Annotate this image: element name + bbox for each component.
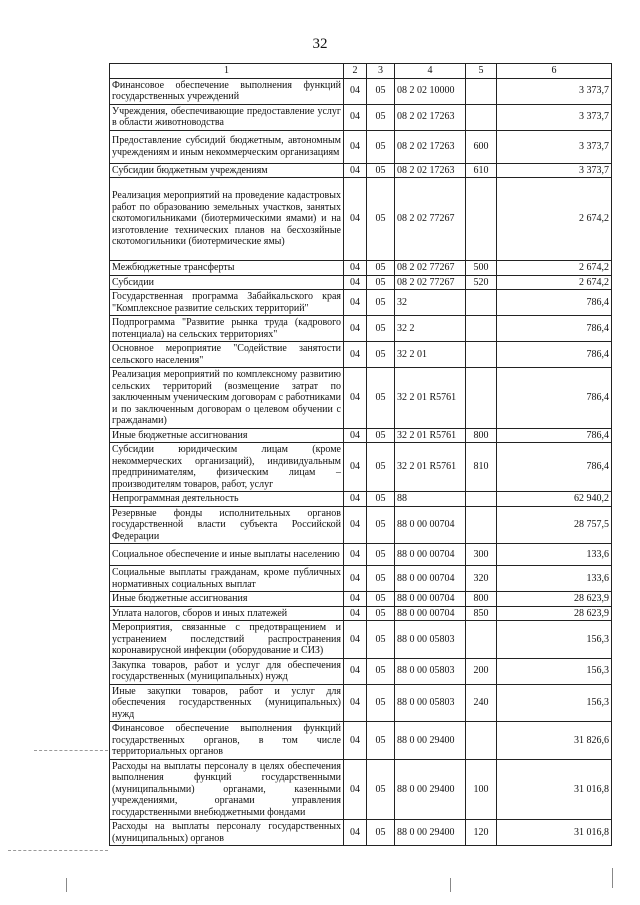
row-section-cell: 04 [344,290,367,316]
table-row [110,592,612,607]
row-target-code-cell: 88 0 00 00704 [395,544,466,566]
row-name-cell: Предоставление субсидий бюджетным, автономным учреждениям и иным некоммерческим организациям [110,130,344,163]
row-expense-type-cell: 850 [466,606,497,621]
table-body [110,78,612,846]
row-section-cell: 04 [344,544,367,566]
row-expense-type-cell [466,492,497,507]
row-target-code-cell: 88 0 00 29400 [395,722,466,760]
table-row [110,820,612,846]
table-row [110,544,612,566]
row-subsection-cell: 05 [367,261,395,276]
row-amount-cell: 786,4 [497,428,612,443]
row-target-code-cell: 88 0 00 05803 [395,621,466,659]
table-row [110,342,612,368]
margin-dash-line [8,850,108,851]
column-header: 3 [367,64,395,79]
table-row [110,290,612,316]
row-amount-cell: 2 674,2 [497,261,612,276]
row-subsection-cell: 05 [367,290,395,316]
row-target-code-cell: 32 2 [395,316,466,342]
row-name-cell: Резервные фонды исполнительных органов государственной власти субъекта Российской Федерации [110,506,344,544]
row-section-cell: 04 [344,759,367,820]
row-name-cell: Реализация мероприятий на проведение кадастровых работ по образованию земельных участков, занятых скотомогильниками (биотермическими ямами) и на изготовление технических планов на бесхозяйные скотомогильники (биотермические ямы) [110,178,344,261]
row-name-cell: Мероприятия, связанные с предотвращением и устранением последствий распространения коронавирусной инфекции (оборудование и СИЗ) [110,621,344,659]
row-name-cell: Учреждения, обеспечивающие предоставление услуг в области животноводства [110,104,344,130]
row-target-code-cell: 88 0 00 00704 [395,606,466,621]
row-amount-cell: 62 940,2 [497,492,612,507]
row-amount-cell: 786,4 [497,316,612,342]
table-row [110,658,612,684]
row-subsection-cell: 05 [367,684,395,722]
row-expense-type-cell: 610 [466,163,497,178]
row-name-cell: Субсидии юридическим лицам (кроме некоммерческих организаций), индивидуальным предпринимателям, физическим лицам – производителям товаров, работ, услуг [110,443,344,492]
row-subsection-cell: 05 [367,275,395,290]
row-target-code-cell: 88 [395,492,466,507]
row-target-code-cell: 88 0 00 05803 [395,658,466,684]
row-target-code-cell: 32 2 01 R5761 [395,443,466,492]
row-expense-type-cell [466,104,497,130]
row-amount-cell: 786,4 [497,368,612,429]
row-section-cell: 04 [344,316,367,342]
row-subsection-cell: 05 [367,592,395,607]
row-expense-type-cell [466,78,497,104]
row-section-cell: 04 [344,78,367,104]
row-subsection-cell: 05 [367,428,395,443]
row-expense-type-cell: 300 [466,544,497,566]
row-target-code-cell: 88 0 00 00704 [395,506,466,544]
row-expense-type-cell [466,316,497,342]
column-header: 2 [344,64,367,79]
row-target-code-cell: 08 2 02 17263 [395,104,466,130]
row-expense-type-cell [466,621,497,659]
row-amount-cell: 28 623,9 [497,592,612,607]
row-amount-cell: 156,3 [497,621,612,659]
row-section-cell: 04 [344,261,367,276]
table-row [110,104,612,130]
table-row [110,163,612,178]
margin-tick [450,878,451,892]
row-name-cell: Основное мероприятие "Содействие занятости сельского населения" [110,342,344,368]
row-section-cell: 04 [344,104,367,130]
table-row [110,443,612,492]
table-row [110,566,612,592]
row-target-code-cell: 32 2 01 R5761 [395,428,466,443]
row-target-code-cell: 88 0 00 29400 [395,759,466,820]
row-amount-cell: 3 373,7 [497,104,612,130]
row-amount-cell: 133,6 [497,566,612,592]
table-row [110,492,612,507]
row-section-cell: 04 [344,130,367,163]
row-section-cell: 04 [344,592,367,607]
row-subsection-cell: 05 [367,566,395,592]
row-expense-type-cell: 120 [466,820,497,846]
row-section-cell: 04 [344,178,367,261]
row-subsection-cell: 05 [367,104,395,130]
row-section-cell: 04 [344,506,367,544]
table-row [110,275,612,290]
row-name-cell: Субсидии бюджетным учреждениям [110,163,344,178]
row-name-cell: Финансовое обеспечение выполнения функций государственных органов, в том числе территориальных органов [110,722,344,760]
row-amount-cell: 31 826,6 [497,722,612,760]
table-row [110,722,612,760]
row-amount-cell: 133,6 [497,544,612,566]
row-subsection-cell: 05 [367,443,395,492]
row-name-cell: Социальные выплаты гражданам, кроме публичных нормативных социальных выплат [110,566,344,592]
table-row [110,759,612,820]
row-target-code-cell: 08 2 02 17263 [395,163,466,178]
table-row [110,130,612,163]
row-expense-type-cell: 800 [466,428,497,443]
row-name-cell: Непрограммная деятельность [110,492,344,507]
row-amount-cell: 3 373,7 [497,163,612,178]
table-row [110,368,612,429]
margin-tick [66,878,67,892]
table-row [110,78,612,104]
row-expense-type-cell: 200 [466,658,497,684]
row-target-code-cell: 08 2 02 77267 [395,275,466,290]
row-subsection-cell: 05 [367,722,395,760]
row-subsection-cell: 05 [367,544,395,566]
table-row [110,606,612,621]
column-header: 6 [497,64,612,79]
row-name-cell: Подпрограмма "Развитие рынка труда (кадрового потенциала) на сельских территориях" [110,316,344,342]
row-name-cell: Иные бюджетные ассигнования [110,592,344,607]
row-amount-cell: 786,4 [497,290,612,316]
row-section-cell: 04 [344,722,367,760]
row-subsection-cell: 05 [367,621,395,659]
row-subsection-cell: 05 [367,368,395,429]
row-section-cell: 04 [344,492,367,507]
row-amount-cell: 786,4 [497,443,612,492]
table-row [110,428,612,443]
row-section-cell: 04 [344,163,367,178]
page-number: 32 [312,36,328,52]
row-section-cell: 04 [344,368,367,429]
row-amount-cell: 2 674,2 [497,178,612,261]
row-target-code-cell: 88 0 00 00704 [395,592,466,607]
row-expense-type-cell: 810 [466,443,497,492]
row-expense-type-cell: 800 [466,592,497,607]
row-subsection-cell: 05 [367,342,395,368]
table-row [110,261,612,276]
row-section-cell: 04 [344,684,367,722]
row-amount-cell: 156,3 [497,684,612,722]
table-row [110,178,612,261]
row-subsection-cell: 05 [367,178,395,261]
row-name-cell: Субсидии [110,275,344,290]
row-amount-cell: 31 016,8 [497,820,612,846]
margin-dash-line [34,750,108,751]
row-expense-type-cell [466,178,497,261]
row-target-code-cell: 08 2 02 77267 [395,178,466,261]
row-target-code-cell: 88 0 00 05803 [395,684,466,722]
row-amount-cell: 786,4 [497,342,612,368]
row-section-cell: 04 [344,658,367,684]
table-row [110,506,612,544]
row-section-cell: 04 [344,606,367,621]
row-expense-type-cell: 240 [466,684,497,722]
row-name-cell: Государственная программа Забайкальского края "Комплексное развитие сельских территорий" [110,290,344,316]
row-subsection-cell: 05 [367,316,395,342]
row-subsection-cell: 05 [367,759,395,820]
row-subsection-cell: 05 [367,606,395,621]
row-name-cell: Расходы на выплаты персоналу в целях обеспечения выполнения функций государственными (муниципальными) органами, казенными учреждениями, органами управления государственными внебюджетными фондами [110,759,344,820]
row-name-cell: Расходы на выплаты персоналу государственных (муниципальных) органов [110,820,344,846]
row-amount-cell: 3 373,7 [497,130,612,163]
row-section-cell: 04 [344,566,367,592]
row-expense-type-cell: 500 [466,261,497,276]
row-target-code-cell: 32 2 01 [395,342,466,368]
row-amount-cell: 2 674,2 [497,275,612,290]
row-subsection-cell: 05 [367,506,395,544]
row-name-cell: Уплата налогов, сборов и иных платежей [110,606,344,621]
row-subsection-cell: 05 [367,658,395,684]
row-target-code-cell: 88 0 00 00704 [395,566,466,592]
row-subsection-cell: 05 [367,163,395,178]
row-expense-type-cell [466,342,497,368]
row-name-cell: Реализация мероприятий по комплексному развитию сельских территорий (возмещение затрат по заключенным ученическим договорам с работниками и по заключенным договорам о целевом обучении с гражданами) [110,368,344,429]
row-subsection-cell: 05 [367,820,395,846]
row-subsection-cell: 05 [367,78,395,104]
row-amount-cell: 31 016,8 [497,759,612,820]
budget-table [109,63,612,846]
row-name-cell: Межбюджетные трансферты [110,261,344,276]
margin-tick [612,868,613,888]
row-name-cell: Иные закупки товаров, работ и услуг для обеспечения государственных (муниципальных) нужд [110,684,344,722]
table-row [110,316,612,342]
table-header-row [110,64,612,79]
row-target-code-cell: 08 2 02 17263 [395,130,466,163]
row-section-cell: 04 [344,443,367,492]
row-expense-type-cell [466,368,497,429]
row-section-cell: 04 [344,820,367,846]
row-target-code-cell: 08 2 02 77267 [395,261,466,276]
row-section-cell: 04 [344,275,367,290]
row-expense-type-cell: 600 [466,130,497,163]
row-target-code-cell: 32 2 01 R5761 [395,368,466,429]
row-target-code-cell: 32 [395,290,466,316]
row-amount-cell: 156,3 [497,658,612,684]
row-target-code-cell: 88 0 00 29400 [395,820,466,846]
row-expense-type-cell [466,290,497,316]
table-row [110,684,612,722]
row-amount-cell: 28 757,5 [497,506,612,544]
row-expense-type-cell: 320 [466,566,497,592]
row-name-cell: Социальное обеспечение и иные выплаты населению [110,544,344,566]
row-expense-type-cell [466,506,497,544]
row-section-cell: 04 [344,621,367,659]
column-header: 5 [466,64,497,79]
row-expense-type-cell: 100 [466,759,497,820]
row-name-cell: Финансовое обеспечение выполнения функций государственных учреждений [110,78,344,104]
row-subsection-cell: 05 [367,492,395,507]
column-header: 1 [110,64,344,79]
row-expense-type-cell [466,722,497,760]
row-expense-type-cell: 520 [466,275,497,290]
row-section-cell: 04 [344,428,367,443]
row-name-cell: Закупка товаров, работ и услуг для обеспечения государственных (муниципальных) нужд [110,658,344,684]
row-amount-cell: 28 623,9 [497,606,612,621]
row-section-cell: 04 [344,342,367,368]
row-subsection-cell: 05 [367,130,395,163]
column-header: 4 [395,64,466,79]
row-amount-cell: 3 373,7 [497,78,612,104]
row-target-code-cell: 08 2 02 10000 [395,78,466,104]
row-name-cell: Иные бюджетные ассигнования [110,428,344,443]
table-row [110,621,612,659]
